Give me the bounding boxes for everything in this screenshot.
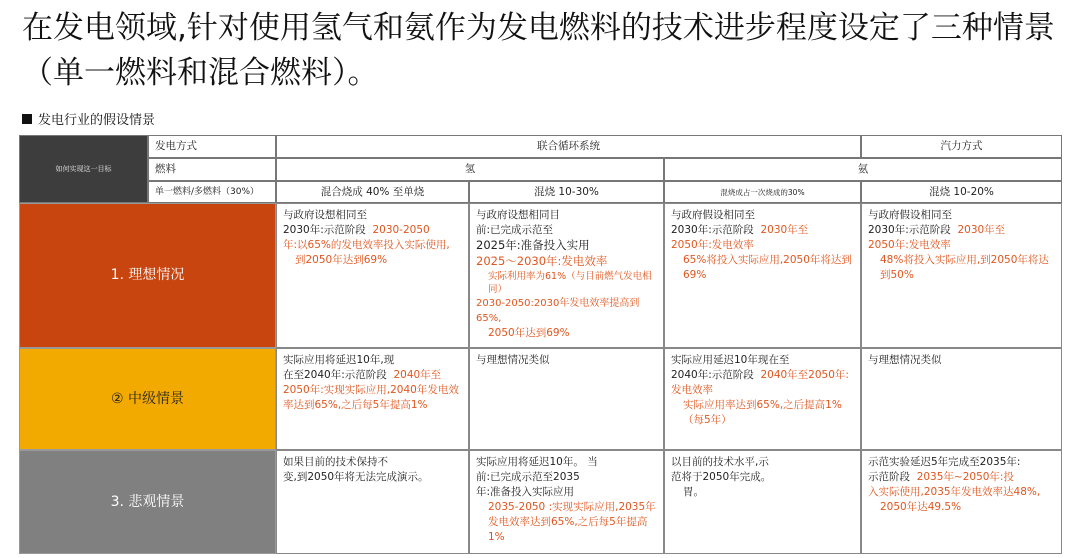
fuel-hydrogen: 氢 <box>276 158 664 181</box>
mix-col4: 混烧 10-20% <box>861 181 1062 203</box>
page-title: 在发电领域,针对使用氢气和氨作为发电燃料的技术进步程度设定了三种情景（单一燃料和混合燃料）。 <box>22 10 1055 91</box>
mix-col1: 混合烧成 40% 至单烧 <box>276 181 469 203</box>
scenario-mid-col3: 实际应用延迟10年现在至 2040年:示范阶段 2040年至2050年: 发电效率 实际应用率达到65%,之后提高1%（每5年） <box>664 348 861 450</box>
scenario-mid-label: ② 中级情景 <box>19 348 276 450</box>
scenario-ideal-col3: 与政府假设相同至 2030年:示范阶段 2030年至 2050年:发电效率 65%将投入实际应用,2050年将达到69% <box>664 203 861 348</box>
scenario-ideal-col2: 与政府设想相同目 前:已完成示范至 2025年:准备投入实用 2025～2030年:发电效率 实际利用率为61%（与目前燃气发电相同） 2030-2050:2030年发电效率提高到65%, 2050年达到69% <box>469 203 664 348</box>
scenario-ideal-col1: 与政府设想相同至 2030年:示范阶段 2030-2050 年:以65%的发电效率投入实际使用, 到2050年达到69% <box>276 203 469 348</box>
scenario-pessimistic-col3: 以目前的技术水平,示 范将于2050年完成。 胃。 <box>664 450 861 554</box>
corner-cell: 如何实现这一目标 <box>19 135 148 203</box>
row-header-mix: 单一燃料/多燃料（30%） <box>148 181 276 203</box>
scenario-mid-col1: 实际应用将延迟10年,现 在至2040年:示范阶段 2040年至 2050年:实现实际应用,2040年发电效率达到65%,之后每5年提高1% <box>276 348 469 450</box>
square-bullet-icon <box>22 114 32 124</box>
method-ccgt: 联合循环系统 <box>276 135 861 158</box>
scenario-ideal-col4: 与政府假设相同至 2030年:示范阶段 2030年至 2050年:发电效率 48%将投入实际应用,到2050年将达到50% <box>861 203 1062 348</box>
scenario-mid-col2: 与理想情况类似 <box>469 348 664 450</box>
scenario-pessimistic-label: 3. 悲观情景 <box>19 450 276 554</box>
scenario-pessimistic-col1: 如果目前的技术保持不 变,到2050年将无法完成演示。 <box>276 450 469 554</box>
table-caption <box>22 112 155 130</box>
scenario-ideal-label: 1. 理想情况 <box>19 203 276 348</box>
scenario-mid-col4: 与理想情况类似 <box>861 348 1062 450</box>
scenario-pessimistic-col2: 实际应用将延迟10年。 当 前:已完成示范至2035 年:准备投入实际应用 2035-2050 :实现实际应用,2035年发电效率达到65%,之后每5年提高1% <box>469 450 664 554</box>
table-caption-text: 发电行业的假设情景 <box>38 113 156 128</box>
mix-col3: 混烧成占一次烧成的30% <box>664 181 861 203</box>
fuel-ammonia: 氨 <box>664 158 1062 181</box>
row-header-fuel: 燃料 <box>148 158 276 181</box>
method-steam: 汽力方式 <box>861 135 1062 158</box>
row-header-method: 发电方式 <box>148 135 276 158</box>
scenario-table <box>19 135 1062 554</box>
scenario-pessimistic-col4: 示范实验延迟5年完成至2035年: 示范阶段 2035年~2050年:投 入实际使用,2035年发电效率达48%, 2050年达49.5% <box>861 450 1062 554</box>
mix-col2: 混烧 10-30% <box>469 181 664 203</box>
